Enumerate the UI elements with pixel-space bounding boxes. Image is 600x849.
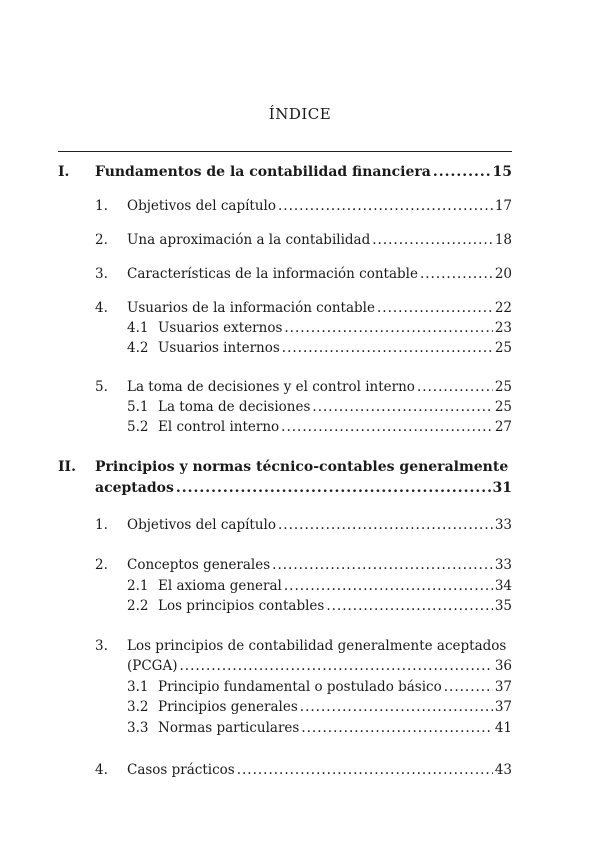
section-number: 5. [95, 379, 108, 395]
subsection-number: 3.3 [127, 720, 149, 736]
page-number: 41 [494, 720, 512, 736]
subsection-entry[interactable] [158, 720, 512, 736]
subsection-title: Principio fundamental o postulado básico [158, 679, 442, 695]
subsection-title: Principios generales [158, 699, 298, 715]
title-divider [58, 151, 512, 152]
subsection-title: El axioma general [158, 578, 282, 594]
section-number: 3. [95, 638, 108, 654]
dot-leader [278, 198, 493, 214]
section-title: Una aproximación a la contabilidad [127, 232, 371, 248]
dot-leader [282, 340, 493, 356]
dot-leader [176, 480, 491, 496]
dot-leader [272, 557, 493, 573]
dot-leader [417, 379, 493, 395]
section-title: Conceptos generales [127, 557, 271, 573]
section-title: Casos prácticos [127, 762, 235, 778]
subsection-entry[interactable] [158, 578, 512, 594]
page-number: 25 [494, 379, 512, 395]
subsection-number: 5.1 [127, 399, 149, 415]
page-number: 25 [494, 340, 512, 356]
subsection-number: 2.1 [127, 578, 149, 594]
section-number: 2. [95, 557, 108, 573]
page-number: 23 [494, 320, 512, 336]
chapter-number: I. [58, 164, 70, 180]
section-title: Usuarios de la información contable [127, 300, 375, 316]
section-entry[interactable] [127, 658, 512, 674]
subsection-number: 2.2 [127, 598, 149, 614]
subsection-number: 4.1 [127, 320, 149, 336]
section-title: La toma de decisiones y el control interno [127, 379, 415, 395]
subsection-number: 4.2 [127, 340, 149, 356]
subsection-title: Normas particulares [158, 720, 300, 736]
section-number: 4. [95, 300, 108, 316]
page-number: 31 [492, 480, 512, 496]
subsection-number: 5.2 [127, 419, 149, 435]
subsection-entry[interactable] [158, 320, 512, 336]
chapter-entry[interactable] [95, 480, 512, 496]
page-number: 33 [494, 517, 512, 533]
dot-leader [278, 517, 493, 533]
section-title: (PCGA) [127, 658, 178, 674]
subsection-title: Usuarios internos [158, 340, 280, 356]
subsection-title: Usuarios externos [158, 320, 283, 336]
subsection-entry[interactable] [158, 679, 512, 695]
page-number: 37 [494, 679, 512, 695]
dot-leader [301, 720, 492, 736]
section-entry[interactable] [127, 198, 512, 214]
dot-leader [420, 266, 493, 282]
section-entry[interactable] [127, 517, 512, 533]
section-title-line[interactable]: Los principios de contabilidad generalmente aceptados [127, 638, 507, 654]
section-entry[interactable] [127, 266, 512, 282]
section-number: 1. [95, 198, 108, 214]
dot-leader [377, 300, 493, 316]
dot-leader [372, 232, 493, 248]
subsection-number: 3.2 [127, 699, 149, 715]
page-number: 20 [494, 266, 512, 282]
section-title: Objetivos del capítulo [127, 198, 276, 214]
chapter-title-line[interactable]: Principios y normas técnico-contables generalmente [95, 459, 509, 475]
dot-leader [300, 699, 493, 715]
dot-leader [284, 578, 493, 594]
section-title: Objetivos del capítulo [127, 517, 276, 533]
page-number: 37 [494, 699, 512, 715]
dot-leader [433, 164, 491, 180]
page-number: 18 [494, 232, 512, 248]
section-entry[interactable] [127, 762, 512, 778]
subsection-entry[interactable] [158, 699, 512, 715]
section-entry[interactable] [127, 300, 512, 316]
chapter-entry[interactable] [95, 164, 512, 180]
dot-leader [312, 399, 492, 415]
dot-leader [237, 762, 493, 778]
subsection-title: La toma de decisiones [158, 399, 311, 415]
page-number: 17 [494, 198, 512, 214]
page-number: 33 [494, 557, 512, 573]
page-title: ÍNDICE [268, 105, 332, 123]
page-number: 22 [494, 300, 512, 316]
section-entry[interactable] [127, 557, 512, 573]
subsection-entry[interactable] [158, 399, 512, 415]
dot-leader [179, 658, 492, 674]
dot-leader [326, 598, 492, 614]
section-entry[interactable] [127, 232, 512, 248]
section-number: 1. [95, 517, 108, 533]
dot-leader [281, 419, 493, 435]
page-number: 25 [494, 399, 512, 415]
section-number: 4. [95, 762, 108, 778]
chapter-number: II. [58, 459, 76, 475]
subsection-title: El control interno [158, 419, 280, 435]
dot-leader [284, 320, 492, 336]
subsection-title: Los principios contables [158, 598, 325, 614]
page-number: 36 [494, 658, 512, 674]
page-number: 35 [494, 598, 512, 614]
page-number: 43 [494, 762, 512, 778]
subsection-entry[interactable] [158, 340, 512, 356]
dot-leader [444, 679, 493, 695]
chapter-title: Fundamentos de la contabilidad financiera [95, 164, 431, 180]
section-number: 3. [95, 266, 108, 282]
chapter-title: aceptados [95, 480, 174, 496]
section-entry[interactable] [127, 379, 512, 395]
subsection-number: 3.1 [127, 679, 149, 695]
subsection-entry[interactable] [158, 419, 512, 435]
subsection-entry[interactable] [158, 598, 512, 614]
section-number: 2. [95, 232, 108, 248]
page-number: 27 [494, 419, 512, 435]
page-number: 15 [492, 164, 512, 180]
page-number: 34 [494, 578, 512, 594]
section-title: Características de la información contable [127, 266, 418, 282]
